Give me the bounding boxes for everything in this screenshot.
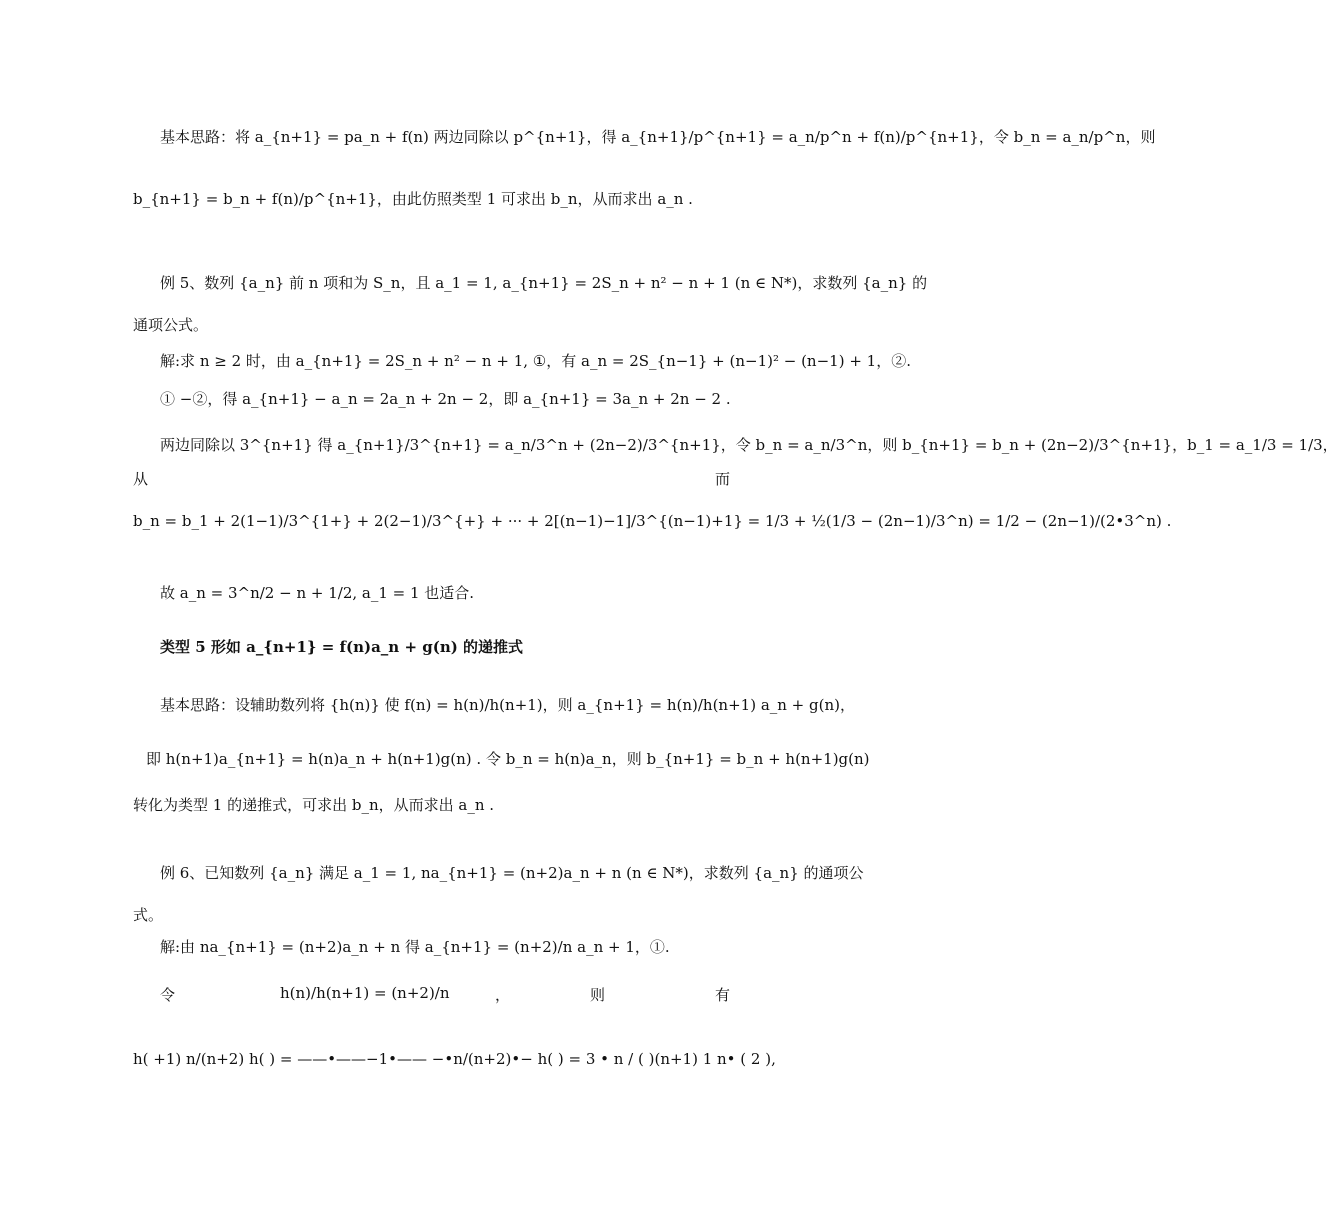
text-line-8 bbox=[133, 468, 730, 489]
text-line-1 bbox=[160, 126, 1156, 147]
text-line-12 bbox=[160, 694, 855, 715]
example-5-statement-end: 通项公式。 bbox=[133, 316, 209, 334]
text-line-17 bbox=[160, 936, 730, 957]
word-have: 有 bbox=[715, 986, 731, 1004]
text-line-11 bbox=[160, 636, 730, 657]
solution-5-line-1: 解:求 n ≥ 2 时，由 a_{n+1} = 2S_n + n² − n + 1, ①，有 a_n = 2S_{n−1} + (n−1)² − (n−1) + 1，②. bbox=[160, 352, 911, 370]
basic-idea-continuation: b_{n+1} = b_n + f(n)/p^{n+1}，由此仿照类型 1 可求出 b_n，从而求出 a_n . bbox=[133, 190, 693, 208]
text-line-10 bbox=[160, 582, 730, 603]
text-line-14 bbox=[133, 794, 733, 815]
solution-5-line-2: ① −②，得 a_{n+1} − a_n = 2a_n + 2n − 2，即 a_{n+1} = 3a_n + 2n − 2 . bbox=[160, 390, 731, 408]
word-let: 令 bbox=[160, 986, 176, 1004]
solution-5-sum-formula: b_n = b_1 + 2(1−1)/3^{1+} + 2(2−1)/3^{+} + ··· + 2[(n−1)−1]/3^{(n−1)+1} = 1/3 + ½(1/3 − (2n−1)/3^n) = 1/2 − (2n−1)/(2•3^n) . bbox=[133, 512, 1172, 530]
text-line-15 bbox=[160, 862, 864, 883]
comma: ， bbox=[495, 986, 511, 1004]
text-line-19 bbox=[133, 1050, 776, 1068]
solution-6-line-1: 解:由 na_{n+1} = (n+2)a_n + n 得 a_{n+1} = (n+2)/n a_n + 1，①. bbox=[160, 938, 670, 956]
type-5-transform: 即 h(n+1)a_{n+1} = h(n)a_n + h(n+1)g(n) . 令 b_n = h(n)a_n，则 b_{n+1} = b_n + h(n+1)g(n) bbox=[146, 750, 870, 768]
text-line-6 bbox=[160, 388, 730, 409]
text-line-16 bbox=[133, 904, 733, 925]
justified-word-from: 从 bbox=[133, 470, 149, 488]
type-5-heading: 类型 5 形如 a_{n+1} = f(n)a_n + g(n) 的递推式 bbox=[160, 638, 524, 656]
text-line-7 bbox=[160, 434, 1338, 455]
type-5-conclusion: 转化为类型 1 的递推式，可求出 b_n，从而求出 a_n . bbox=[133, 796, 495, 814]
basic-idea-line: 基本思路：将 a_{n+1} = pa_n + f(n) 两边同除以 p^{n+1}，得 a_{n+1}/p^{n+1} = a_n/p^n + f(n)/p^{n+1}，令 b_n = a_n/p^n，则 bbox=[160, 128, 1156, 146]
h-ratio-equation: h(n)/h(n+1) = (n+2)/n bbox=[280, 984, 450, 1002]
example-6-statement: 例 6、已知数列 {a_n} 满足 a_1 = 1, na_{n+1} = (n+2)a_n + n (n ∈ N*)，求数列 {a_n} 的通项公 bbox=[160, 864, 864, 882]
text-line-9 bbox=[133, 512, 1172, 530]
word-then: 则 bbox=[590, 986, 606, 1004]
type-5-basic-idea: 基本思路：设辅助数列将 {h(n)} 使 f(n) = h(n)/h(n+1)，则 a_{n+1} = h(n)/h(n+1) a_n + g(n)， bbox=[160, 696, 855, 714]
text-line-4 bbox=[133, 314, 733, 335]
example-6-statement-end: 式。 bbox=[133, 906, 164, 924]
solution-6-garbled-formula: h( +1) n/(n+2) h( ) = ——•——−1•—— −•n/(n+2)•− h( ) = 3 • n / ( )(n+1) 1 n• ( 2 ), bbox=[133, 1050, 776, 1068]
text-line-5 bbox=[160, 350, 911, 371]
example-5-statement: 例 5、数列 {a_n} 前 n 项和为 S_n，且 a_1 = 1, a_{n+1} = 2S_n + n² − n + 1 (n ∈ N*)，求数列 {a_n} 的 bbox=[160, 274, 928, 292]
text-line-13 bbox=[146, 748, 870, 769]
text-line-3 bbox=[160, 272, 928, 293]
justified-word-thus: 而 bbox=[714, 470, 730, 488]
solution-5-line-3: 两边同除以 3^{n+1} 得 a_{n+1}/3^{n+1} = a_n/3^n + (2n−2)/3^{n+1}，令 b_n = a_n/3^n，则 b_{n+1} = b_n + (2n−2)/3^{n+1}，b_1 = a_1/3 = 1/3， bbox=[160, 436, 1338, 454]
text-line-2 bbox=[133, 188, 733, 209]
solution-5-result: 故 a_n = 3^n/2 − n + 1/2, a_1 = 1 也适合. bbox=[160, 584, 475, 602]
